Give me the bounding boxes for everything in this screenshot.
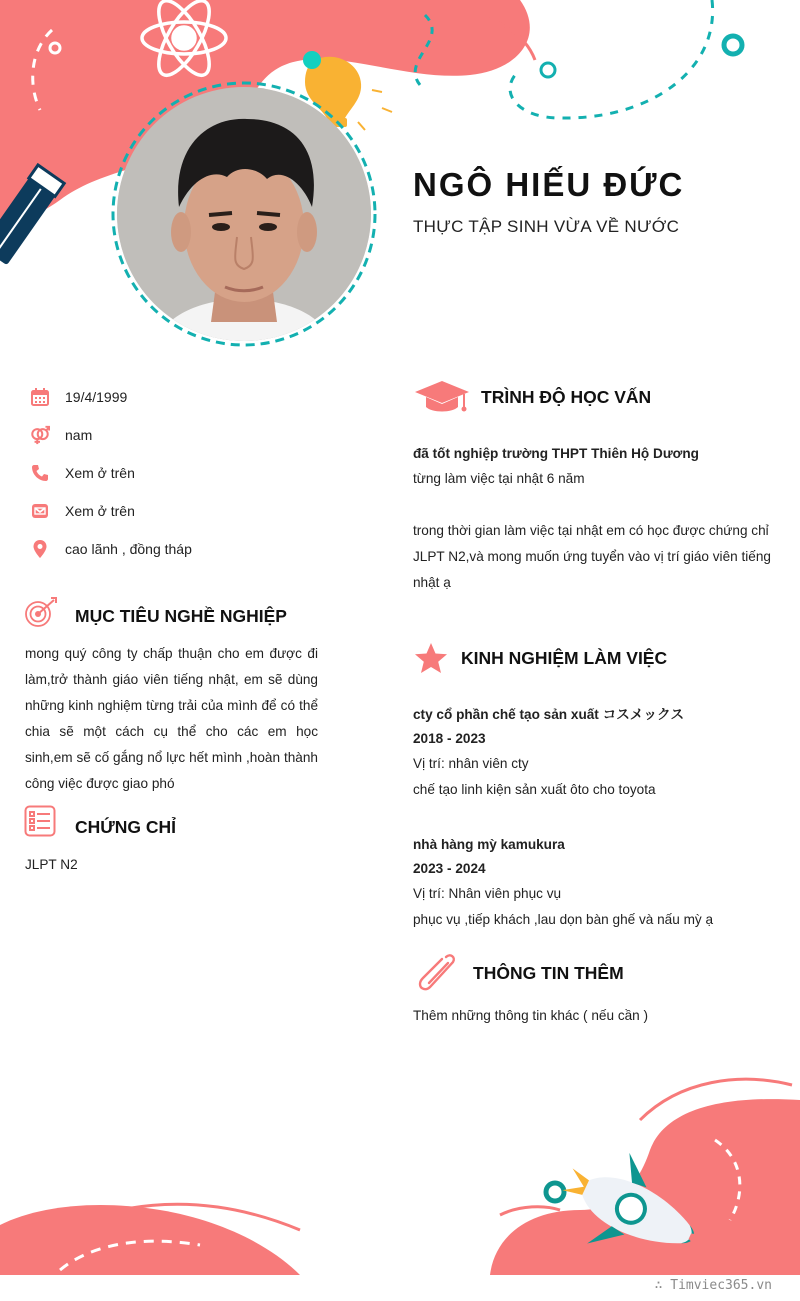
graduation-cap-icon <box>414 380 470 419</box>
job-1-description: chế tạo linh kiện sản xuất ôto cho toyota <box>413 782 656 797</box>
address-value: cao lãnh , đồng tháp <box>65 541 192 557</box>
avatar <box>117 87 371 341</box>
experience-title: KINH NGHIỆM LÀM VIỆC <box>461 648 668 668</box>
objective-text: mong quý công ty chấp thuận cho em được đi làm,trở thành giáo viên tiếng nhật, em sẽ dùng những kinh nghiệm từng trải của mình để có thể chia sẽ một cách cụ thể cho các em học sinh,em sẽ cố gắng nổ lực hết mình ,hoàn thành công việc được giao phó <box>25 646 318 791</box>
email-value[interactable]: Xem ở trên <box>65 503 135 519</box>
phone-value[interactable]: Xem ở trên <box>65 465 135 481</box>
job-2-role: Vị trí: Nhân viên phục vụ <box>413 886 562 901</box>
extra-title: THÔNG TIN THÊM <box>473 963 624 983</box>
certificate-item: JLPT N2 <box>25 857 78 872</box>
location-pin-icon <box>30 539 50 559</box>
job-2-period: 2023 - 2024 <box>413 861 486 876</box>
education-school: đã tốt nghiệp trường THPT Thiên Hộ Dương <box>413 446 699 461</box>
phone-icon <box>30 463 50 483</box>
extra-text: Thêm những thông tin khác ( nếu cần ) <box>413 1008 649 1023</box>
checklist-icon <box>24 805 56 842</box>
site-logo[interactable]: ∴ Timviec365.vn <box>654 1278 772 1293</box>
education-title: TRÌNH ĐỘ HỌC VẤN <box>481 387 652 407</box>
birthday-value: 19/4/1999 <box>65 389 128 405</box>
gender-icon <box>30 425 50 445</box>
star-icon <box>414 642 448 679</box>
certificates-title: CHỨNG CHỈ <box>75 817 177 837</box>
job-1-company: cty cổ phần chế tạo sản xuất コスメックス <box>413 707 685 722</box>
contact-email <box>30 499 135 523</box>
education-description: trong thời gian làm việc tại nhật em có học được chứng chỉ JLPT N2,và mong muốn ứng tuyển vào vị trí giáo viên tiếng nhật ạ <box>413 523 771 590</box>
contact-phone <box>30 461 135 485</box>
job-1-period: 2018 - 2023 <box>413 731 486 746</box>
envelope-icon <box>30 501 50 521</box>
contact-address <box>30 537 192 561</box>
paperclip-icon <box>416 953 458 998</box>
calendar-icon <box>30 387 50 407</box>
contact-birthday <box>30 385 128 409</box>
job-1-role: Vị trí: nhân viên cty <box>413 756 529 771</box>
job-2-description: phục vụ ,tiếp khách ,lau dọn bàn ghế và nấu mỳ ạ <box>413 912 714 927</box>
candidate-name: NGÔ HIẾU ĐỨC <box>413 166 685 203</box>
candidate-position: THỰC TẬP SINH VỪA VỀ NƯỚC <box>413 217 680 236</box>
target-icon <box>24 597 58 634</box>
objective-title: MỤC TIÊU NGHỀ NGHIỆP <box>75 606 287 626</box>
job-2-company: nhà hàng mỳ kamukura <box>413 837 565 852</box>
gender-value: nam <box>65 427 93 443</box>
contact-gender <box>30 423 93 447</box>
education-line2: từng làm việc tại nhật 6 năm <box>413 471 585 486</box>
